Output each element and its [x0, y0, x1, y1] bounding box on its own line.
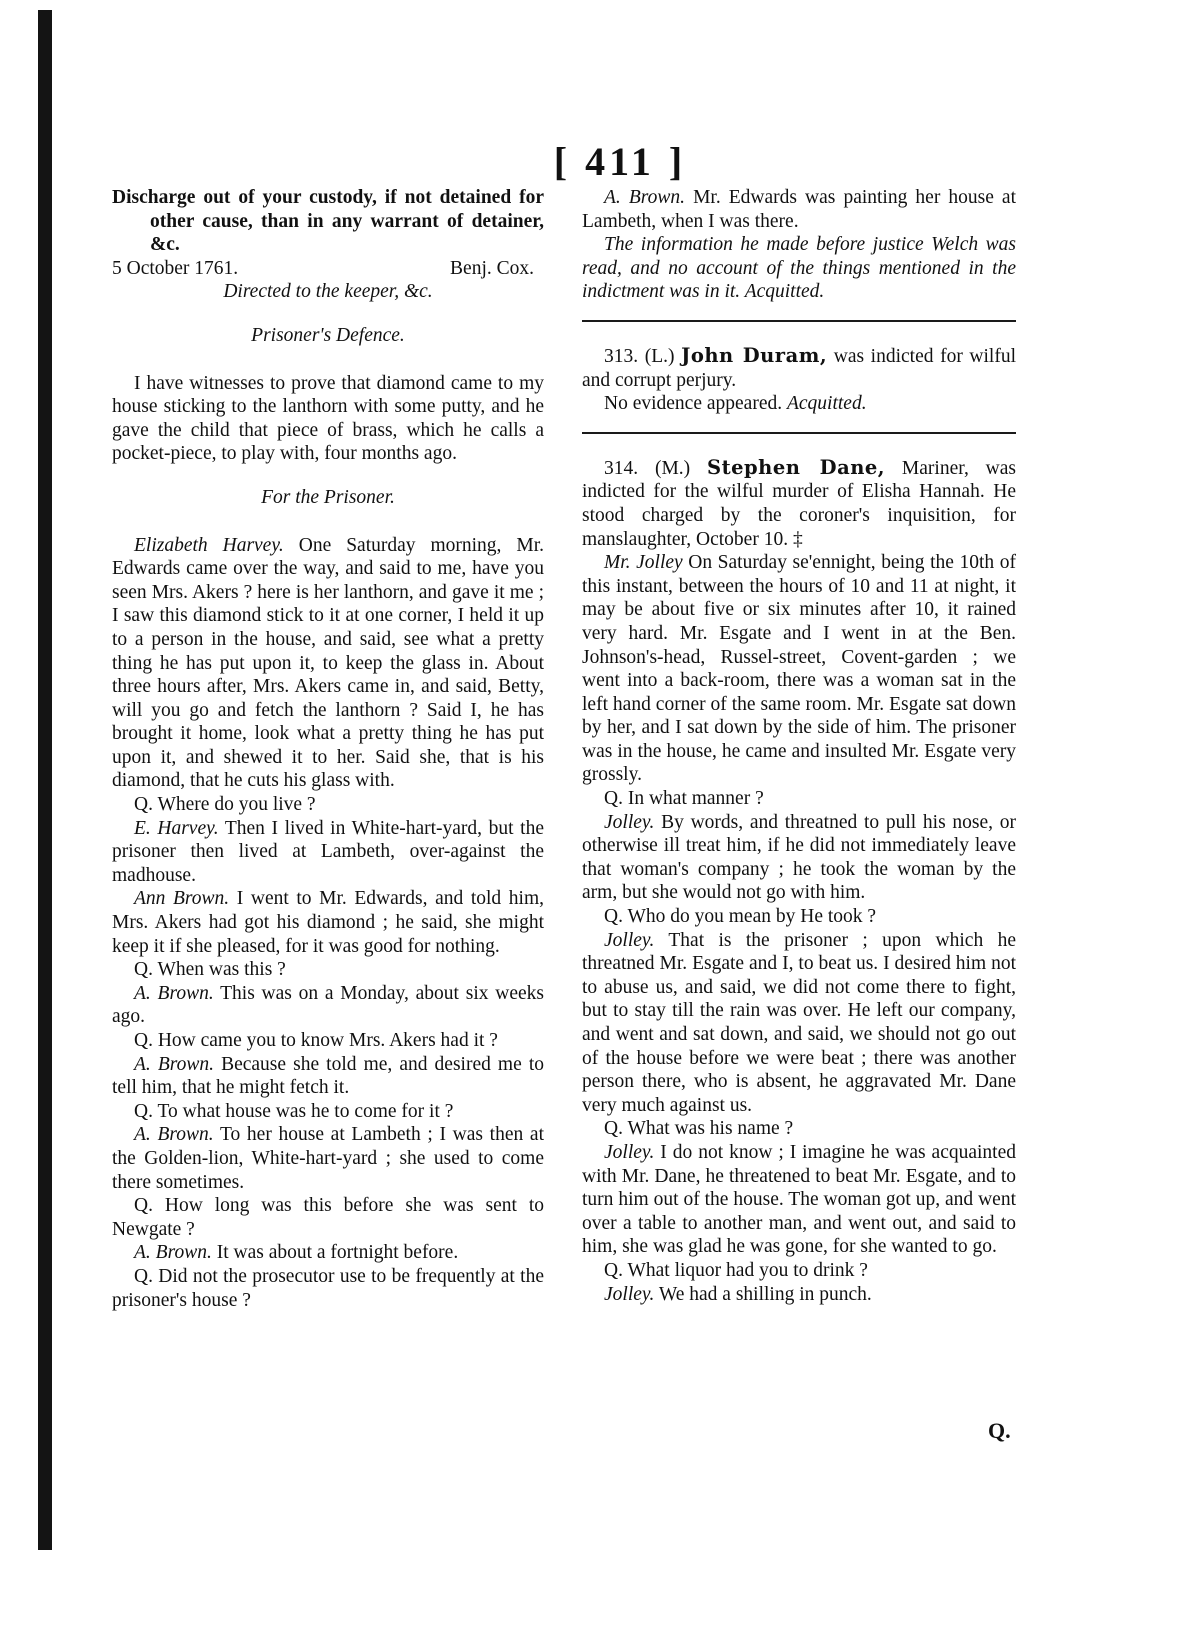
case-number: 313. (L.): [604, 345, 675, 367]
evidence-text: No evidence appeared.: [604, 393, 783, 415]
heading-for-the-prisoner: For the Prisoner.: [261, 486, 395, 508]
testimony-text: Q. Who do you mean by He took ?: [604, 906, 877, 928]
case-314: [582, 456, 1016, 551]
speaker-name: Jolley.: [604, 929, 655, 951]
section-rule: [582, 320, 1016, 322]
dagger-mark: ‡: [792, 528, 803, 550]
testimony-text: To her house at Lambeth ; I was then at the Golden-lion, White-hart-yard ; she used to come there sometimes.: [112, 1124, 544, 1193]
testimony-text: This was on a Monday, about six weeks ago.: [112, 982, 544, 1028]
testimony-text: Q. How long was this before she was sent to Newgate ?: [112, 1195, 544, 1240]
testimony-paragraph: [582, 1141, 1016, 1259]
testimony-paragraph: [112, 817, 544, 888]
right-column: [582, 186, 1016, 1306]
testimony-text: Q. To what house was he to come for it ?: [134, 1100, 454, 1122]
case-313-evidence: [582, 392, 1016, 416]
page-number: [ 411 ]: [553, 139, 687, 184]
testimony-text: By words, and threatned to pull his nose, or otherwise ill treat him, if he did not immediately leave that woman's company ; he took the woman by the arm, but she would not go with him.: [582, 811, 1016, 904]
heading-prisoners-defence: Prisoner's Defence.: [251, 324, 405, 346]
testimony-paragraph: [112, 958, 544, 982]
testimony-text: Q. When was this ?: [134, 959, 286, 981]
speaker-name: Jolley.: [604, 1141, 655, 1163]
speaker-name: Jolley.: [604, 811, 655, 833]
section-rule: [582, 432, 1016, 434]
testimony-paragraph: [112, 534, 544, 794]
testimony-paragraph: [112, 1100, 544, 1124]
left-column: [112, 186, 544, 1312]
testimony-text: It was about a fortnight before.: [211, 1242, 459, 1264]
case-number: 314. (M.): [604, 457, 691, 479]
testimony-paragraph: [582, 1283, 1016, 1307]
speaker-name: Elizabeth Harvey.: [134, 534, 284, 556]
speaker-name: Mr. Jolley: [604, 552, 683, 574]
charge-text: Mariner, was indicted for the wilful murder of Elisha Hannah. He stood charged by the coroner's inquisition, for manslaughter, October 10.: [582, 457, 1016, 550]
testimony-paragraph: [112, 1123, 544, 1194]
testimony-paragraph: [112, 1265, 544, 1312]
testimony-text: I do not know ; I imagine he was acquainted with Mr. Dane, he threatened to beat Mr. Esgate, and to turn him out of the house. The woman got up, and went over a table to another man, and went out, and said to him, she was glad he was gone, for she wanted to go.: [582, 1141, 1016, 1258]
testimony-paragraph: [112, 982, 544, 1029]
testimony-text: On Saturday se'ennight, being the 10th of this instant, between the hours of 10 and 11 at night, it may be about five or six minutes after 10, it rained very hard. Mr. Esgate and I went in at the Ben. Johnson's-head, Russel-street, Covent-garden ; we went into a back-room, there was a woman sat in the left hand corner of the same room. Mr. Esgate sat down by her, and I sat down by the side of him. The prisoner was in the house, he came and insulted Mr. Esgate very grossly.: [582, 552, 1016, 786]
warrant-date: 5 October 1761.: [112, 257, 239, 279]
warrant-text: Discharge out of your custody, if not detained for other cause, than in any warrant of detainer, &c.: [112, 187, 544, 256]
testimony-text: Then I lived in White-hart-yard, but the prisoner then lived at Lambeth, over-against the madhouse.: [112, 817, 544, 886]
testimony-paragraph: [582, 551, 1016, 787]
speaker-name: Ann Brown.: [134, 888, 230, 910]
information-note: [582, 233, 1016, 304]
speaker-name: Jolley.: [604, 1283, 655, 1305]
testimony-paragraph: [582, 929, 1016, 1118]
charge-text: was indicted for wilful and corrupt perjury.: [582, 345, 1016, 391]
testimony-text: Q. Did not the prosecutor use to be frequently at the prisoner's house ?: [112, 1265, 544, 1311]
verdict-acquitted: Acquitted.: [786, 393, 867, 415]
directed-note: Directed to the keeper, &c.: [223, 281, 433, 303]
brown-answer: [582, 186, 1016, 233]
case-313: [582, 344, 1016, 392]
testimony-text: Q. How came you to know Mrs. Akers had it ?: [134, 1030, 498, 1051]
defence-text: I have witnesses to prove that diamond came to my house sticking to the lanthorn with some putty, and he gave the child that piece of brass, which he calls a pocket-piece, to play with, four months ago.: [112, 372, 544, 465]
right-testimony: [582, 551, 1016, 1306]
testimony-text: That is the prisoner ; upon which he threatned Mr. Esgate and I, to beat us. I desired him not to abuse us, and said, we did not come there to fight, but to stay till the rain was over. He left our company, and went and sat down, and said, we should not go out of the house before we were beat ; there was another person there, who is absent, he aggravated Mr. Dane very much against us.: [582, 929, 1016, 1116]
speaker-name: A. Brown.: [134, 982, 214, 1004]
date-signature-row: [112, 257, 544, 281]
testimony-paragraph: [112, 793, 544, 817]
binding-shadow: [38, 10, 52, 1550]
speaker-name: A. Brown.: [134, 1124, 214, 1146]
testimony-text: We had a shilling in punch.: [654, 1283, 872, 1305]
testimony-paragraph: [112, 1029, 544, 1053]
answer-text: Mr. Edwards was painting her house at Lambeth, when I was there.: [582, 187, 1017, 232]
warrant-signer: Benj. Cox.: [450, 257, 534, 279]
testimony-paragraph: [112, 1194, 544, 1241]
verdict-acquitted: Acquitted.: [744, 281, 825, 303]
testimony-paragraph: [582, 905, 1016, 929]
speaker-name: A. Brown.: [604, 187, 686, 208]
testimony-text: Q. What liquor had you to drink ?: [604, 1259, 868, 1281]
testimony-paragraph: [582, 1117, 1016, 1141]
speaker-name: E. Harvey.: [134, 817, 219, 839]
testimony-paragraph: [582, 787, 1016, 811]
catchword: Q.: [988, 1418, 1011, 1443]
testimony-text: Q. What was his name ?: [604, 1118, 794, 1140]
testimony-text: Q. Where do you live ?: [134, 794, 316, 816]
testimony-text: Because she told me, and desired me to tell him, that he might fetch it.: [112, 1053, 544, 1099]
defendant-name: John Duram,: [681, 343, 828, 367]
testimony-paragraph: [112, 1241, 544, 1265]
testimony-paragraph: [582, 811, 1016, 905]
testimony-text: I went to Mr. Edwards, and told him, Mrs. Akers had got his diamond ; he said, she might keep it if she pleased, for it was good for nothing.: [112, 888, 544, 957]
information-text: The information he made before justice Welch was read, and no account of the things mentioned in the indictment was in it.: [582, 234, 1016, 303]
left-testimony: [112, 534, 544, 1313]
speaker-name: A. Brown.: [134, 1242, 212, 1264]
testimony-text: One Saturday morning, Mr. Edwards came over the way, and said to me, have you seen Mrs. Akers ? here is her lanthorn, and gave it me ; I saw this diamond stick to it at one corner, I held it up to a person in the house, and said, see what a pretty thing he has put upon it, to keep the glass in. About three hours after, Mrs. Akers came in, and said, Betty, will you go and fetch the lanthorn ? Said I, he has brought it home, look what a pretty thing he has put upon it, and shewed it to her. Said she, that is his diamond, that he cuts his glass with.: [112, 534, 544, 792]
speaker-name: A. Brown.: [134, 1053, 215, 1075]
testimony-text: Q. In what manner ?: [604, 788, 764, 810]
defendant-name: Stephen Dane,: [707, 455, 886, 479]
testimony-paragraph: [582, 1259, 1016, 1283]
testimony-paragraph: [112, 887, 544, 958]
testimony-paragraph: [112, 1053, 544, 1100]
